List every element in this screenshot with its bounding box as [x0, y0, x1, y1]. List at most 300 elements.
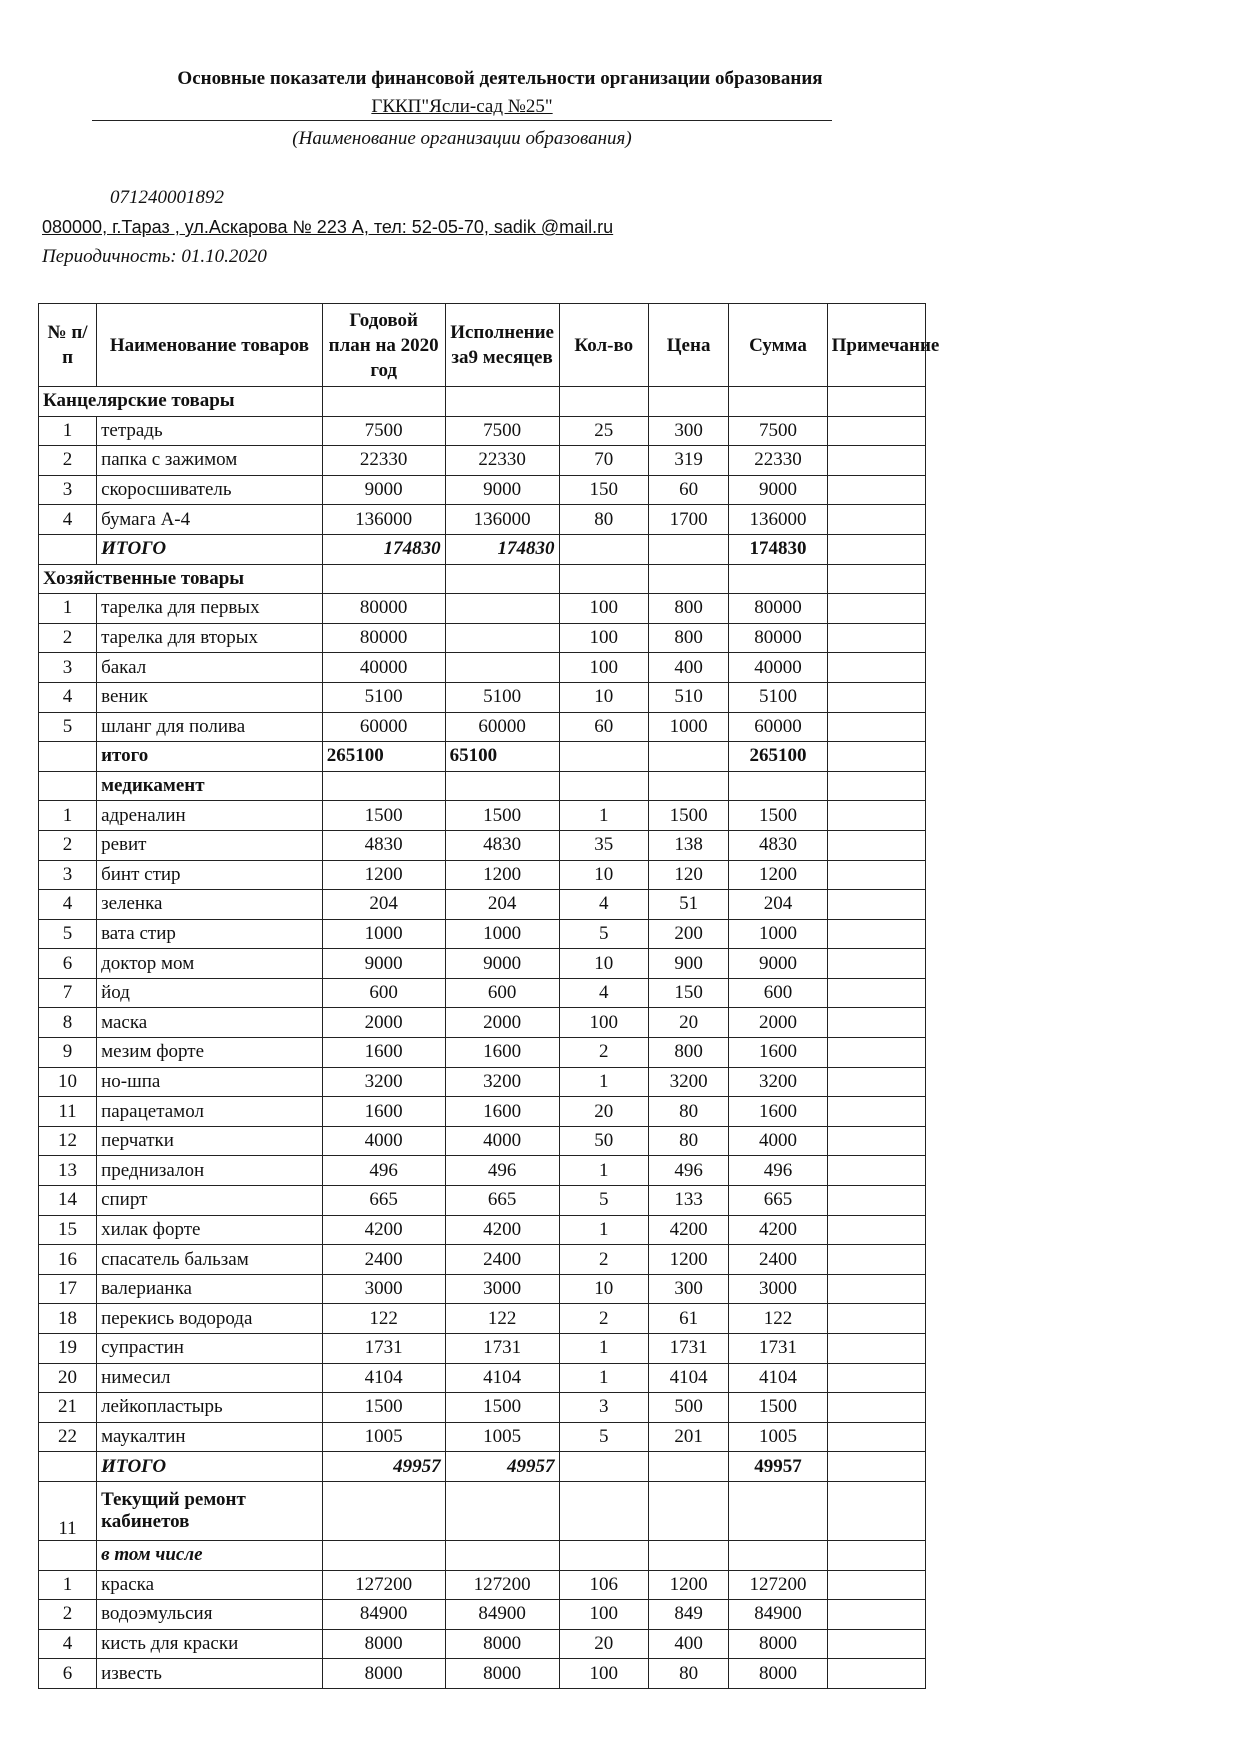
note-cell	[827, 1126, 925, 1156]
price-value: 1731	[648, 1334, 728, 1364]
empty-cell	[445, 564, 559, 594]
sum-value: 665	[729, 1186, 827, 1216]
note-cell	[827, 1186, 925, 1216]
row-number: 3	[39, 475, 97, 505]
execution-value: 1005	[445, 1422, 559, 1452]
table-header-row	[39, 304, 926, 387]
table-row	[39, 1008, 926, 1038]
empty-cell	[729, 564, 827, 594]
sum-value: 80000	[729, 623, 827, 653]
plan-value: 8000	[322, 1629, 445, 1659]
sum-value: 1500	[729, 801, 827, 831]
table-row	[39, 1126, 926, 1156]
row-number	[39, 771, 97, 801]
item-name: парацетамол	[97, 1097, 323, 1127]
quantity-value: 25	[559, 416, 648, 446]
sum-value: 1731	[729, 1334, 827, 1364]
price-value: 1000	[648, 712, 728, 742]
empty-cell	[827, 1540, 925, 1570]
empty-cell	[648, 564, 728, 594]
row-number: 4	[39, 682, 97, 712]
execution-value: 5100	[445, 682, 559, 712]
execution-value: 1500	[445, 801, 559, 831]
row-number: 17	[39, 1274, 97, 1304]
document-title: Основные показатели финансовой деятельности организации образования	[177, 68, 823, 89]
item-name: бумага А-4	[97, 505, 323, 535]
execution-value: 8000	[445, 1629, 559, 1659]
execution-value: 3200	[445, 1067, 559, 1097]
row-number: 18	[39, 1304, 97, 1334]
row-number: 4	[39, 890, 97, 920]
row-number: 4	[39, 505, 97, 535]
item-name: тарелка для вторых	[97, 623, 323, 653]
execution-value	[445, 594, 559, 624]
sum-value: 1500	[729, 1393, 827, 1423]
row-number: 2	[39, 1600, 97, 1630]
plan-value: 4000	[322, 1126, 445, 1156]
empty-cell	[559, 1481, 648, 1540]
sum-value: 2400	[729, 1245, 827, 1275]
price-value: 400	[648, 1629, 728, 1659]
plan-value: 1731	[322, 1334, 445, 1364]
quantity-value: 80	[559, 505, 648, 535]
empty-cell	[445, 1540, 559, 1570]
subsection-title: медикамент	[97, 771, 323, 801]
plan-value: 136000	[322, 505, 445, 535]
quantity-value: 10	[559, 860, 648, 890]
table-row	[39, 1097, 926, 1127]
plan-value: 3000	[322, 1274, 445, 1304]
sum-value: 1200	[729, 860, 827, 890]
sum-total: 174830	[729, 534, 827, 564]
row-number	[39, 1452, 97, 1482]
item-name: тетрадь	[97, 416, 323, 446]
row-number: 5	[39, 919, 97, 949]
quantity-value: 106	[559, 1570, 648, 1600]
quantity-value: 1	[559, 801, 648, 831]
quantity-value: 60	[559, 712, 648, 742]
row-number: 20	[39, 1363, 97, 1393]
item-name: кисть для краски	[97, 1629, 323, 1659]
row-number: 9	[39, 1038, 97, 1068]
price-value: 20	[648, 1008, 728, 1038]
note-cell	[827, 1600, 925, 1630]
bin-number: 071240001892	[110, 187, 224, 208]
execution-value: 9000	[445, 949, 559, 979]
price-value: 3200	[648, 1067, 728, 1097]
price-value: 1500	[648, 801, 728, 831]
quantity-value: 1	[559, 1067, 648, 1097]
empty-cell	[827, 564, 925, 594]
item-name: маска	[97, 1008, 323, 1038]
note-cell	[827, 1215, 925, 1245]
empty-cell	[648, 771, 728, 801]
note-cell	[827, 949, 925, 979]
note-cell	[827, 1334, 925, 1364]
section-title: Канцелярские товары	[39, 387, 323, 417]
plan-value: 40000	[322, 653, 445, 683]
plan-value: 60000	[322, 712, 445, 742]
quantity-value: 1	[559, 1334, 648, 1364]
row-number: 7	[39, 978, 97, 1008]
row-number: 1	[39, 416, 97, 446]
sum-value: 84900	[729, 1600, 827, 1630]
price-value: 61	[648, 1304, 728, 1334]
execution-value: 600	[445, 978, 559, 1008]
financial-table	[38, 303, 940, 1689]
execution-value: 1000	[445, 919, 559, 949]
sum-value: 1600	[729, 1097, 827, 1127]
item-name: зеленка	[97, 890, 323, 920]
empty-cell	[648, 1481, 728, 1540]
item-name: краска	[97, 1570, 323, 1600]
note-cell	[827, 1629, 925, 1659]
plan-total: 265100	[322, 742, 445, 772]
note-cell	[827, 1038, 925, 1068]
price-value: 80	[648, 1097, 728, 1127]
price-value: 900	[648, 949, 728, 979]
sum-value: 40000	[729, 653, 827, 683]
column-header-number: № п/п	[39, 304, 97, 387]
plan-value: 1500	[322, 801, 445, 831]
quantity-value: 10	[559, 1274, 648, 1304]
total-row	[39, 534, 926, 564]
section-title: Текущий ремонт кабинетов	[97, 1481, 323, 1540]
table-row	[39, 1245, 926, 1275]
report-period: Периодичность: 01.10.2020	[42, 246, 267, 267]
sum-value: 8000	[729, 1629, 827, 1659]
table-row	[39, 1215, 926, 1245]
price-value: 496	[648, 1156, 728, 1186]
note-cell	[827, 1008, 925, 1038]
item-name: маукалтин	[97, 1422, 323, 1452]
note-cell	[827, 1304, 925, 1334]
price-value: 400	[648, 653, 728, 683]
price-value: 849	[648, 1600, 728, 1630]
note-cell	[827, 653, 925, 683]
execution-value	[445, 653, 559, 683]
table-row	[39, 1274, 926, 1304]
note-cell	[827, 1245, 925, 1275]
total-label: ИТОГО	[97, 534, 323, 564]
item-name: ревит	[97, 830, 323, 860]
plan-value: 22330	[322, 446, 445, 476]
row-number: 19	[39, 1334, 97, 1364]
price-value: 1200	[648, 1245, 728, 1275]
table-row	[39, 1600, 926, 1630]
row-number: 21	[39, 1393, 97, 1423]
sum-value: 496	[729, 1156, 827, 1186]
table-row	[39, 830, 926, 860]
quantity-value: 100	[559, 594, 648, 624]
empty-cell	[729, 387, 827, 417]
empty-cell	[559, 564, 648, 594]
quantity-value: 100	[559, 1600, 648, 1630]
price-value: 80	[648, 1126, 728, 1156]
price-value: 201	[648, 1422, 728, 1452]
empty-cell	[729, 771, 827, 801]
row-number: 5	[39, 712, 97, 742]
quantity-value: 1	[559, 1156, 648, 1186]
plan-value: 4830	[322, 830, 445, 860]
organization-name	[92, 96, 832, 121]
quantity-value: 4	[559, 978, 648, 1008]
execution-value: 4830	[445, 830, 559, 860]
price-value: 510	[648, 682, 728, 712]
note-cell	[827, 1422, 925, 1452]
sum-value: 4104	[729, 1363, 827, 1393]
row-number: 2	[39, 830, 97, 860]
plan-value: 2000	[322, 1008, 445, 1038]
row-number: 16	[39, 1245, 97, 1275]
item-name: йод	[97, 978, 323, 1008]
empty-cell	[729, 1540, 827, 1570]
plan-value: 204	[322, 890, 445, 920]
sum-value: 4830	[729, 830, 827, 860]
sum-value: 60000	[729, 712, 827, 742]
plan-value: 496	[322, 1156, 445, 1186]
table-row	[39, 682, 926, 712]
item-name: лейкопластырь	[97, 1393, 323, 1423]
empty-cell	[322, 1540, 445, 1570]
execution-value: 665	[445, 1186, 559, 1216]
table-row	[39, 1393, 926, 1423]
table-row	[39, 505, 926, 535]
empty-cell	[648, 1540, 728, 1570]
plan-value: 2400	[322, 1245, 445, 1275]
item-name: супрастин	[97, 1334, 323, 1364]
plan-total: 174830	[322, 534, 445, 564]
sum-value: 5100	[729, 682, 827, 712]
table-row	[39, 1629, 926, 1659]
price-value: 4200	[648, 1215, 728, 1245]
row-number: 2	[39, 623, 97, 653]
quantity-value: 2	[559, 1304, 648, 1334]
table-row	[39, 475, 926, 505]
table-row	[39, 594, 926, 624]
execution-value: 127200	[445, 1570, 559, 1600]
sum-value: 4000	[729, 1126, 827, 1156]
item-name: перчатки	[97, 1126, 323, 1156]
plan-value: 122	[322, 1304, 445, 1334]
table-row	[39, 801, 926, 831]
execution-value: 1600	[445, 1038, 559, 1068]
execution-value: 22330	[445, 446, 559, 476]
plan-total: 49957	[322, 1452, 445, 1482]
plan-value: 1600	[322, 1038, 445, 1068]
column-header-name: Наименование товаров	[97, 304, 323, 387]
item-name: адреналин	[97, 801, 323, 831]
table-row	[39, 949, 926, 979]
note-cell	[827, 830, 925, 860]
plan-value: 1200	[322, 860, 445, 890]
execution-value	[445, 623, 559, 653]
price-value: 800	[648, 1038, 728, 1068]
column-header-execution: Исполнение за9 месяцев	[445, 304, 559, 387]
sum-value: 127200	[729, 1570, 827, 1600]
price-value: 1200	[648, 1570, 728, 1600]
plan-value: 1005	[322, 1422, 445, 1452]
execution-value: 2000	[445, 1008, 559, 1038]
sum-value: 3200	[729, 1067, 827, 1097]
section-row	[39, 1481, 926, 1540]
note-cell	[827, 534, 925, 564]
quantity-value: 100	[559, 653, 648, 683]
note-cell	[827, 1452, 925, 1482]
sum-value: 122	[729, 1304, 827, 1334]
empty-cell	[322, 771, 445, 801]
execution-value: 9000	[445, 475, 559, 505]
sum-value: 1005	[729, 1422, 827, 1452]
quantity-value: 4	[559, 890, 648, 920]
table-row	[39, 623, 926, 653]
note-cell	[827, 505, 925, 535]
plan-value: 9000	[322, 475, 445, 505]
item-name: известь	[97, 1659, 323, 1689]
execution-value: 4200	[445, 1215, 559, 1245]
plan-value: 1600	[322, 1097, 445, 1127]
note-cell	[827, 1363, 925, 1393]
total-label: ИТОГО	[97, 1452, 323, 1482]
table-row	[39, 1186, 926, 1216]
item-name: доктор мом	[97, 949, 323, 979]
table-row	[39, 1156, 926, 1186]
row-number: 11	[39, 1481, 97, 1540]
section-row	[39, 564, 926, 594]
table-row	[39, 416, 926, 446]
subsection-row	[39, 1540, 926, 1570]
plan-value: 80000	[322, 594, 445, 624]
row-number: 12	[39, 1126, 97, 1156]
empty-cell	[559, 387, 648, 417]
sum-value: 9000	[729, 949, 827, 979]
row-number: 2	[39, 446, 97, 476]
price-value: 300	[648, 416, 728, 446]
note-cell	[827, 682, 925, 712]
sum-total: 265100	[729, 742, 827, 772]
note-cell	[827, 1097, 925, 1127]
sum-value: 1000	[729, 919, 827, 949]
table-row	[39, 860, 926, 890]
quantity-value: 20	[559, 1629, 648, 1659]
quantity-value: 100	[559, 1008, 648, 1038]
note-cell	[827, 623, 925, 653]
empty-cell	[322, 1481, 445, 1540]
table-row	[39, 1570, 926, 1600]
plan-value: 3200	[322, 1067, 445, 1097]
table-row	[39, 978, 926, 1008]
item-name: бакал	[97, 653, 323, 683]
total-row	[39, 742, 926, 772]
execution-value: 60000	[445, 712, 559, 742]
price-value: 500	[648, 1393, 728, 1423]
price-value: 80	[648, 1659, 728, 1689]
table-body	[39, 387, 926, 1689]
row-number: 22	[39, 1422, 97, 1452]
note-cell	[827, 801, 925, 831]
row-number: 1	[39, 1570, 97, 1600]
empty-cell	[559, 771, 648, 801]
subsection-title: в том числе	[97, 1540, 323, 1570]
execution-value: 1500	[445, 1393, 559, 1423]
quantity-value: 1	[559, 1215, 648, 1245]
empty-cell	[729, 1481, 827, 1540]
item-name: спирт	[97, 1186, 323, 1216]
table-row	[39, 1038, 926, 1068]
sum-value: 4200	[729, 1215, 827, 1245]
empty-cell	[559, 742, 648, 772]
quantity-value: 20	[559, 1097, 648, 1127]
quantity-value: 5	[559, 1186, 648, 1216]
price-value: 800	[648, 594, 728, 624]
column-header-quantity: Кол-во	[559, 304, 648, 387]
table-row	[39, 1067, 926, 1097]
note-cell	[827, 1274, 925, 1304]
plan-value: 1500	[322, 1393, 445, 1423]
empty-cell	[648, 742, 728, 772]
row-number: 10	[39, 1067, 97, 1097]
plan-value: 600	[322, 978, 445, 1008]
item-name: шланг для полива	[97, 712, 323, 742]
item-name: веник	[97, 682, 323, 712]
note-cell	[827, 1570, 925, 1600]
quantity-value: 5	[559, 1422, 648, 1452]
plan-value: 9000	[322, 949, 445, 979]
quantity-value: 2	[559, 1245, 648, 1275]
sum-value: 7500	[729, 416, 827, 446]
plan-value: 127200	[322, 1570, 445, 1600]
item-name: бинт стир	[97, 860, 323, 890]
row-number	[39, 742, 97, 772]
table-row	[39, 653, 926, 683]
item-name: спасатель бальзам	[97, 1245, 323, 1275]
plan-value: 4200	[322, 1215, 445, 1245]
price-value: 51	[648, 890, 728, 920]
row-number: 4	[39, 1629, 97, 1659]
note-cell	[827, 1659, 925, 1689]
sum-value: 9000	[729, 475, 827, 505]
column-header-note: Примечание	[827, 304, 925, 387]
quantity-value: 50	[559, 1126, 648, 1156]
plan-value: 7500	[322, 416, 445, 446]
item-name: валерианка	[97, 1274, 323, 1304]
empty-cell	[648, 387, 728, 417]
price-value: 319	[648, 446, 728, 476]
organization-address: 080000, г.Тараз , ул.Аскарова № 223 А, тел: 52-05-70, sadik @mail.ru	[42, 217, 614, 237]
price-value: 138	[648, 830, 728, 860]
execution-value: 84900	[445, 1600, 559, 1630]
item-name: нимесил	[97, 1363, 323, 1393]
execution-total: 49957	[445, 1452, 559, 1482]
item-name: но-шпа	[97, 1067, 323, 1097]
note-cell	[827, 1156, 925, 1186]
plan-value: 80000	[322, 623, 445, 653]
sum-value: 22330	[729, 446, 827, 476]
empty-cell	[445, 387, 559, 417]
item-name: вата стир	[97, 919, 323, 949]
price-value: 133	[648, 1186, 728, 1216]
note-cell	[827, 919, 925, 949]
total-label: итого	[97, 742, 323, 772]
execution-value: 1600	[445, 1097, 559, 1127]
section-row	[39, 387, 926, 417]
note-cell	[827, 860, 925, 890]
quantity-value: 150	[559, 475, 648, 505]
item-name: тарелка для первых	[97, 594, 323, 624]
execution-total: 65100	[445, 742, 559, 772]
table-row	[39, 1363, 926, 1393]
column-header-price: Цена	[648, 304, 728, 387]
